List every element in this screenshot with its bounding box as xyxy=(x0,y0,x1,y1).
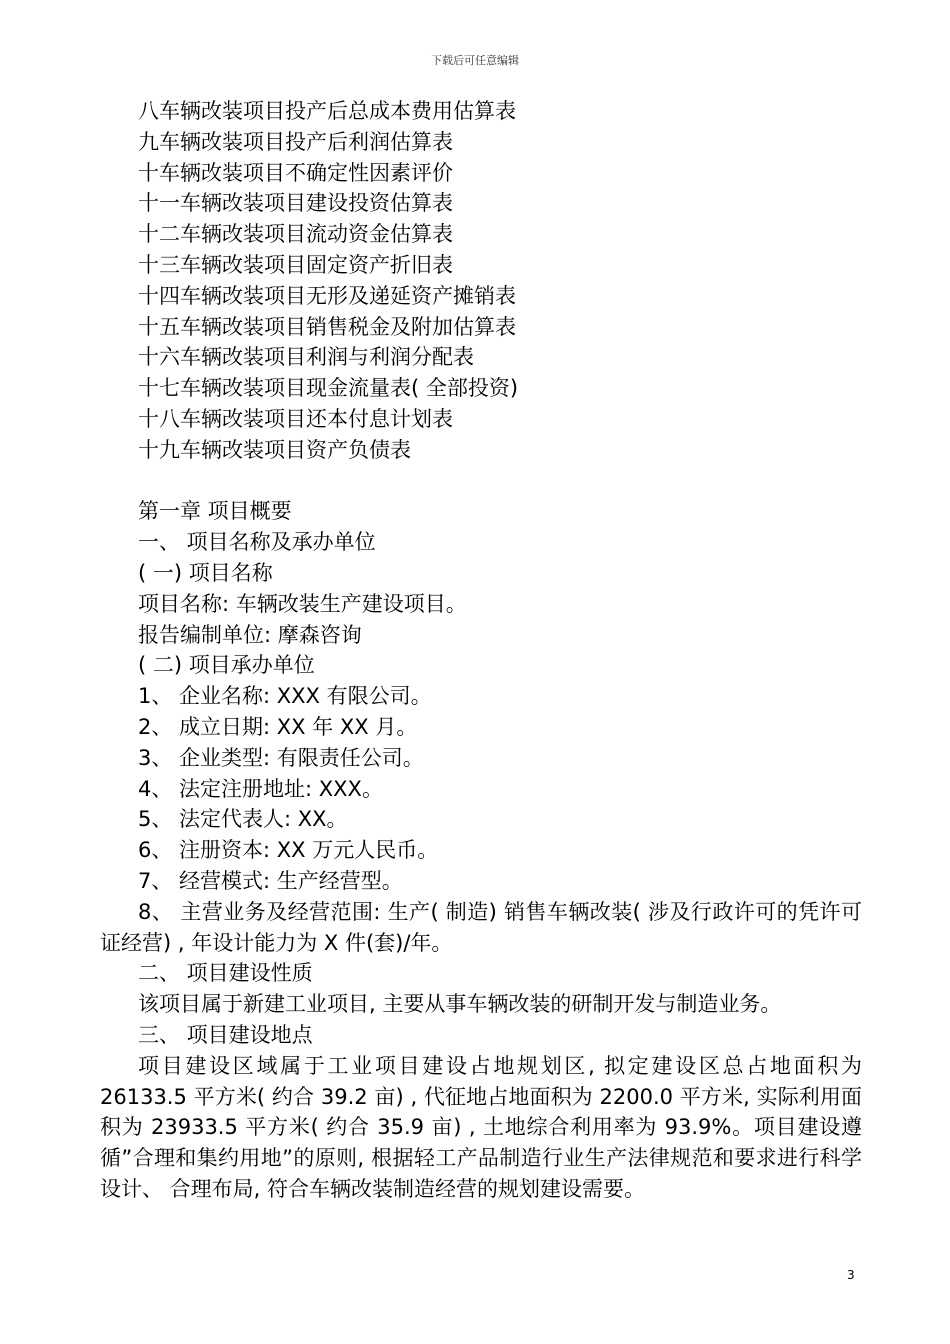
toc-item: 十四车辆改装项目无形及递延资产摊销表 xyxy=(138,283,516,308)
section-heading: 二、 项目建设性质 xyxy=(138,961,313,986)
document-body xyxy=(100,96,862,1205)
toc-item: 八车辆改装项目投产后总成本费用估算表 xyxy=(138,99,516,123)
list-item: 6、 注册资本: XX 万元人民币。 xyxy=(138,838,439,863)
subsection-heading: ( 一) 项目名称 xyxy=(138,560,273,585)
section-heading: 一、 项目名称及承办单位 xyxy=(138,530,376,555)
company-info-list xyxy=(100,681,862,897)
toc-item: 十三车辆改装项目固定资产折旧表 xyxy=(138,252,453,277)
toc-list xyxy=(100,96,862,466)
chapter-title: 第一章 项目概要 xyxy=(138,499,292,524)
list-item: 2、 成立日期: XX 年 XX 月。 xyxy=(138,714,418,739)
toc-item: 十八车辆改装项目还本付息计划表 xyxy=(138,406,453,431)
toc-item: 十五车辆改装项目销售税金及附加估算表 xyxy=(138,314,516,339)
list-item: 4、 法定注册地址: XXX。 xyxy=(138,776,383,801)
list-item: 1、 企业名称: XXX 有限公司。 xyxy=(138,684,432,709)
toc-item: 十一车辆改装项目建设投资估算表 xyxy=(138,191,453,216)
toc-item: 十六车辆改装项目利润与利润分配表 xyxy=(138,345,474,370)
list-item: 3、 企业类型: 有限责任公司。 xyxy=(138,745,424,770)
toc-item: 九车辆改装项目投产后利润估算表 xyxy=(138,129,453,154)
report-unit-line: 报告编制单位: 摩森咨询 xyxy=(138,622,362,647)
spacer xyxy=(100,466,862,497)
page-header: 下载后可任意编辑 xyxy=(431,54,519,67)
subsection-heading: ( 二) 项目承办单位 xyxy=(138,653,315,678)
toc-item: 十二车辆改装项目流动资金估算表 xyxy=(138,222,453,247)
business-scope-paragraph: 8、 主营业务及经营范围: 生产( 制造) 销售车辆改装( 涉及行政许可的凭许可证经营) , 年设计能力为 X 件(套)/年。 xyxy=(100,899,862,955)
toc-item: 十九车辆改装项目资产负债表 xyxy=(138,437,411,462)
list-item: 7、 经营模式: 生产经营型。 xyxy=(138,868,403,893)
page-number: 3 xyxy=(847,1268,855,1282)
section-heading: 三、 项目建设地点 xyxy=(138,1022,313,1047)
construction-site-paragraph: 项目建设区域属于工业项目建设占地规划区, 拟定建设区总占地面积为 26133.5 平方米( 约合 39.2 亩) , 代征地占地面积为 2200.0 平方米, 实际利用面积为 23933.5 平方米( 约合 35.9 亩) , 土地综合利用率为 93.9%。项目建设遵循”合理和集约用地”的原则, 根据轻工产品制造行业生产法律规范和要求进行科学设计、 合理布局, 符合车辆改装制造经营的规划建设需要。 xyxy=(100,1053,862,1201)
list-item: 5、 法定代表人: XX。 xyxy=(138,807,348,832)
construction-nature-paragraph: 该项目属于新建工业项目, 主要从事车辆改装的研制开发与制造业务。 xyxy=(138,992,782,1017)
toc-item: 十车辆改装项目不确定性因素评价 xyxy=(138,160,453,185)
project-name-line: 项目名称: 车辆改装生产建设项目。 xyxy=(138,591,467,616)
toc-item: 十七车辆改装项目现金流量表( 全部投资) xyxy=(138,376,519,401)
